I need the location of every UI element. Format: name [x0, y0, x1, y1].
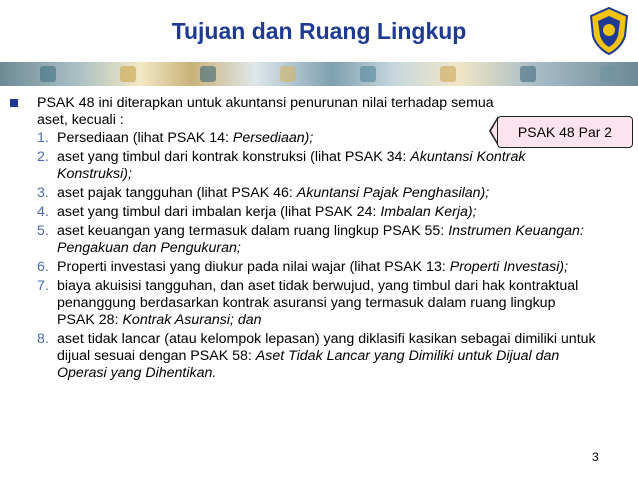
list-item: 4. aset yang timbul dari imbalan kerja (lihat PSAK 24: Imbalan Kerja);: [37, 204, 477, 220]
list-item: 6. Properti investasi yang diukur pada nilai wajar (lihat PSAK 13: Properti Investasi);: [37, 259, 569, 275]
exception-list: [37, 130, 597, 384]
intro-line-2: aset, kecuali :: [37, 112, 124, 128]
ministry-emblem-icon: [587, 6, 631, 56]
page-number: 3: [592, 450, 599, 464]
reference-callout: PSAK 48 Par 2: [497, 116, 633, 148]
list-item: 2. aset yang timbul dari kontrak konstruksi (lihat PSAK 34: Akuntansi Kontrak Konstruksi);: [37, 149, 526, 182]
decorative-banner: [0, 62, 638, 86]
list-item: 7. biaya akuisisi tangguhan, dan aset tidak berwujud, yang timbul dari hak kontraktual penanggung berdasarkan kontrak asuransi yang termasuk dalam ruang lingkup PSAK 28: Kontrak Asuransi; dan: [37, 278, 579, 328]
intro-line-1: PSAK 48 ini diterapkan untuk akuntansi penurunan nilai terhadap semua: [37, 95, 494, 111]
slide-title: Tujuan dan Ruang Lingkup: [171, 18, 467, 44]
list-item: 8. aset tidak lancar (atau kelompok lepasan) yang diklasifi kasikan sebagai dimiliki untuk dijual sesuai dengan PSAK 58: Aset Tidak Lancar yang Dimiliki untuk Dijual dan Operasi yang Dihentikan.: [37, 331, 596, 381]
list-item: 1. Persediaan (lihat PSAK 14: Persediaan);: [37, 130, 314, 146]
list-item: 3. aset pajak tangguhan (lihat PSAK 46: Akuntansi Pajak Penghasilan);: [37, 185, 490, 201]
bullet-square-icon: [10, 99, 18, 107]
list-item: 5. aset keuangan yang termasuk dalam ruang lingkup PSAK 55: Instrumen Keuangan: Pengakuan dan Pengukuran;: [37, 223, 584, 256]
